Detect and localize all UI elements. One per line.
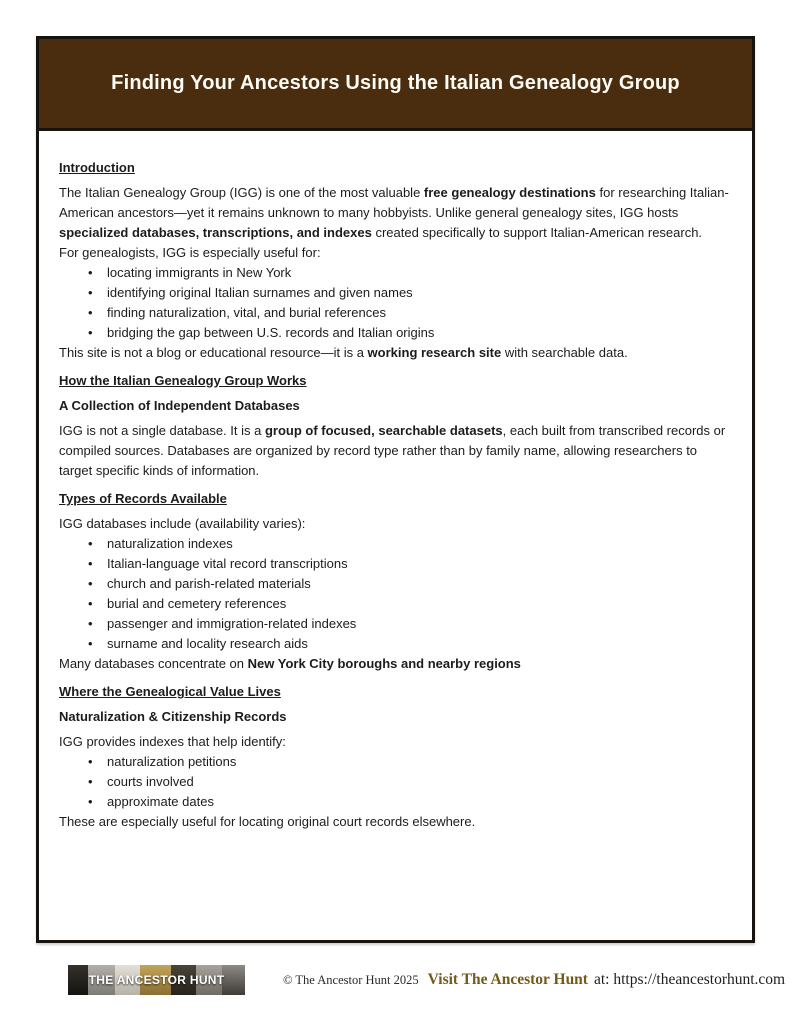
paragraph-intro-lead-in: For genealogists, IGG is especially useful for:: [59, 245, 321, 260]
sub-heading-independent-databases: A Collection of Independent Databases: [59, 398, 300, 413]
footer-link-url[interactable]: https://theancestorhunt.com: [613, 971, 786, 988]
logo-wordmark: THE ANCESTOR HUNT: [88, 973, 225, 987]
paragraph-intro: The Italian Genealogy Group (IGG) is one of the most valuable free genealogy destinations for researching Italian-American ancestors—yet it remains unknown to many hobbyists. Unlike general genealogy sites, IGG hosts specialized databases, transcriptions, and indexes created specifically to support Italian-American research.: [59, 185, 729, 240]
list-item: • passenger and immigration-related indexes: [59, 614, 732, 634]
list-item: • approximate dates: [59, 792, 732, 812]
paragraph-how-it-works: IGG is not a single database. It is a group of focused, searchable datasets, each built from transcribed records or compiled sources. Databases are organized by record type rather than by family name, allowing researchers to target specific kinds of information.: [59, 423, 726, 478]
sub-heading-naturalization-records: Naturalization & Citizenship Records: [59, 709, 287, 724]
page-footer: [0, 963, 791, 997]
list-item: • naturalization petitions: [59, 752, 732, 772]
bullet-list-naturalization: [59, 752, 732, 812]
list-item: • church and parish-related materials: [59, 574, 732, 594]
list-item: • burial and cemetery references: [59, 594, 732, 614]
bullet-list-record-types: [59, 534, 732, 654]
page-border-box: [36, 36, 755, 943]
paragraph-record-types-closing: Many databases concentrate on New York City boroughs and nearby regions: [59, 656, 521, 671]
ancestor-hunt-logo: [68, 965, 245, 995]
section-heading-how-it-works: How the Italian Genealogy Group Works: [59, 373, 307, 388]
visit-label: Visit The Ancestor Hunt: [427, 971, 588, 988]
footer-url-wrap: [594, 971, 785, 989]
list-item: • courts involved: [59, 772, 732, 792]
title-banner: [39, 39, 752, 131]
page-title: Finding Your Ancestors Using the Italian Genealogy Group: [111, 72, 680, 94]
list-item: • identifying original Italian surnames and given names: [59, 283, 732, 303]
list-item: • locating immigrants in New York: [59, 263, 732, 283]
section-heading-record-types: Types of Records Available: [59, 491, 227, 506]
document-body: [39, 131, 752, 832]
at-label: at:: [593, 971, 614, 988]
section-heading-introduction: Introduction: [59, 160, 135, 175]
list-item: • finding naturalization, vital, and burial references: [59, 303, 732, 323]
copyright-notice: © The Ancestor Hunt 2025: [283, 972, 419, 987]
list-item: • surname and locality research aids: [59, 634, 732, 654]
list-item: • naturalization indexes: [59, 534, 732, 554]
footer-text-line: [283, 963, 785, 997]
paragraph-record-types-intro: IGG databases include (availability varies):: [59, 516, 306, 531]
paragraph-intro-closing: This site is not a blog or educational resource—it is a working research site with searchable data.: [59, 345, 628, 360]
paragraph-value-intro: IGG provides indexes that help identify:: [59, 734, 286, 749]
list-item: • bridging the gap between U.S. records and Italian origins: [59, 323, 732, 343]
list-item: • Italian-language vital record transcriptions: [59, 554, 732, 574]
section-heading-genealogical-value: Where the Genealogical Value Lives: [59, 684, 281, 699]
paragraph-value-closing: These are especially useful for locating original court records elsewhere.: [59, 814, 476, 829]
bullet-list-intro: [59, 263, 732, 343]
